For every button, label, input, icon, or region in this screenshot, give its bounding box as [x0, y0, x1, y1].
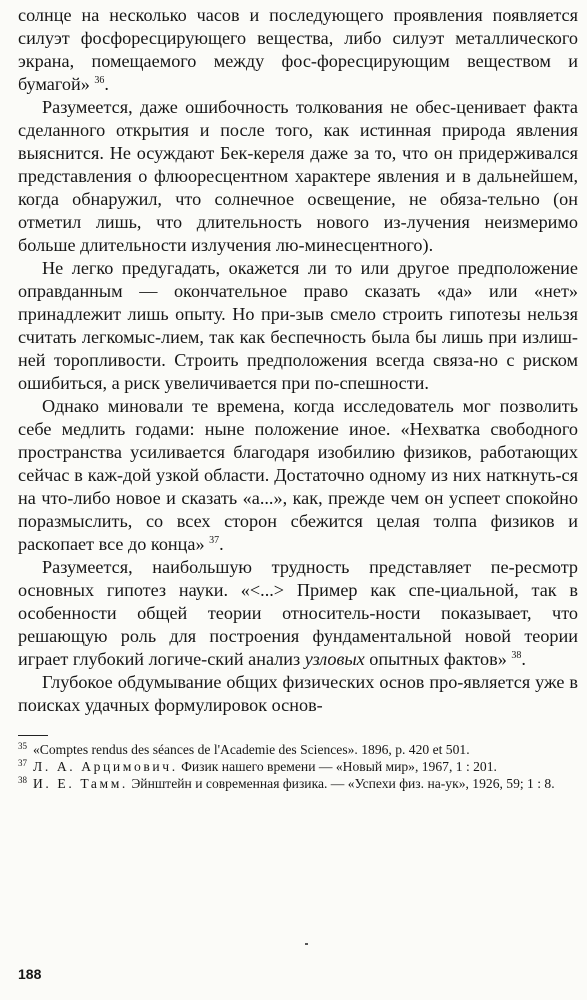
paragraph — [18, 671, 578, 717]
footnote-ref: 36 — [94, 75, 105, 86]
paragraph-tail: . — [104, 74, 109, 94]
paragraph-text: солнце на несколько часов и последующего проявления появляется силуэт фосфоресцирующего вещества, либо силуэт металлического экрана, помещаемого между фос-форесцирующим веществом и бумагой» — [18, 5, 578, 94]
paragraph-tail: . — [521, 649, 526, 669]
footnote-author: Л. А. Арцимович. — [33, 759, 178, 775]
paragraph — [18, 556, 578, 671]
paragraph — [18, 257, 578, 395]
footnote-number: 38 — [18, 775, 27, 786]
footnote-text: «Comptes rendus des séances de l'Academie des Sciences». 1896, p. 420 et 501. — [33, 742, 470, 757]
footnote-author: И. Е. Тамм. — [33, 776, 128, 792]
book-page — [18, 4, 578, 982]
print-speck — [305, 943, 308, 945]
footnote — [18, 776, 578, 792]
page-number: 188 — [18, 966, 42, 982]
footnote-text: Эйнштейн и современная физика. — «Успехи физ. на-ук», 1926, 59; 1 : 8. — [127, 776, 555, 792]
paragraph-tail: . — [219, 534, 224, 554]
footnote-ref: 37 — [209, 535, 220, 546]
paragraph-text: Однако миновали те времена, когда исследователь мог позволить себе медлить годами: ныне положение иное. «Нехватка свободного пространства усиливается благодаря изобилию физиков, работающих сейчас в каж-дой узкой области. Достаточно одному из них наткнуть-ся на что-либо новое и сказать «а...», как, прежде чем он успеет спокойно поразмыслить, со всех сторон сбежится целая толпа физиков и раскопает все до конца» — [18, 396, 578, 554]
footnote — [18, 759, 578, 775]
paragraph-text: опытных фактов» — [364, 649, 512, 669]
paragraph — [18, 96, 578, 257]
footnote — [18, 742, 578, 758]
paragraph-text: Разумеется, даже ошибочность толкования не обес-ценивает факта сделанного открытия и после того, как истинная природа явления выяснится. Не осуждают Бек-кереля даже за то, что он придерживался представления о флюоресцентном характере явления и в дальнейшем, когда обнаружил, что солнечное освещение, не обяза-тельно (он отметил лишь, что длительность нового из-лучения неизмеримо больше длительности излучения лю-минесцентного). — [18, 97, 578, 255]
paragraph-text: Не легко предугадать, окажется ли то или другое предположение оправданным — окончательное право сказать «да» или «нет» принадлежит лишь опыту. Но при-зыв смело строить гипотезы нельзя считать легкомыс-лием, так как беспечность была бы лишь при излиш-ней торопливости. Строить предположения всегда связа-но с риском ошибиться, а риск увеличивается при по-спешности. — [18, 258, 578, 393]
footnote-number: 35 — [18, 741, 27, 751]
paragraph — [18, 395, 578, 556]
paragraph-text: Разумеется, наибольшую трудность представляет пе-ресмотр основных гипотез науки. «<...> Пример как спе-циальной, так в особенности общей теории относитель-ности показывает, что решающую роль для построения фундаментальной новой теории играет глубокий логиче-ский анализ — [18, 557, 578, 669]
paragraph-text: Глубокое обдумывание общих физических основ про-является уже в поисках удачных формулировок основ- — [18, 672, 578, 715]
emphasis-word: узловых — [304, 649, 365, 669]
footnote-divider — [18, 735, 48, 736]
footnotes — [18, 742, 578, 793]
body-text — [18, 4, 578, 717]
paragraph — [18, 4, 578, 96]
footnote-text: Физик нашего времени — «Новый мир», 1967, 1 : 201. — [177, 759, 497, 775]
footnote-number: 37 — [18, 758, 27, 769]
footnote-ref: 38 — [511, 650, 522, 661]
